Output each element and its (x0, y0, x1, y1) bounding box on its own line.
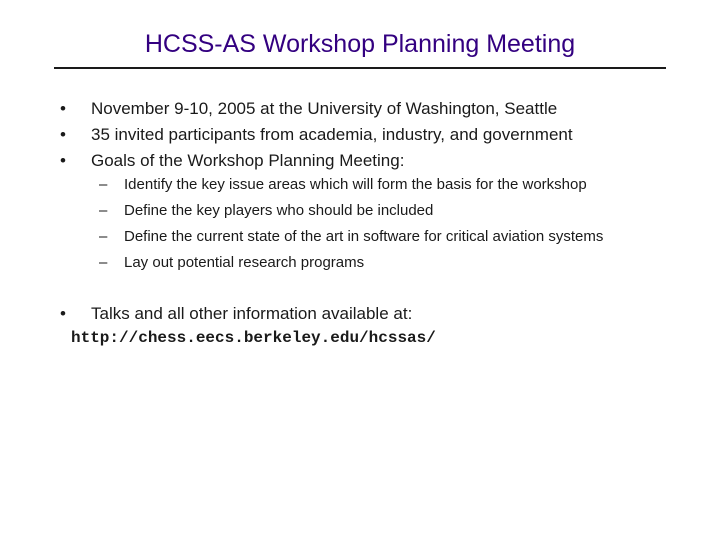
bullet-icon: • (60, 304, 66, 323)
bullet-text: November 9-10, 2005 at the University of Washington, Seattle (91, 99, 558, 118)
sub-item-key-players (91, 201, 660, 221)
sub-item-research-programs (91, 253, 660, 273)
sub-item-state-of-art (91, 227, 660, 247)
bullet-icon: • (60, 125, 66, 144)
sub-item-text: Define the current state of the art in software for critical aviation systems (124, 228, 604, 245)
bullet-item-participants (60, 124, 660, 146)
sub-item-issue-areas (91, 175, 660, 195)
bullet-icon: • (60, 99, 66, 118)
dash-icon: – (99, 254, 108, 271)
bullet-item-goals (60, 150, 660, 273)
bullet-item-dates (60, 98, 660, 120)
bullet-text: Talks and all other information available at: (91, 304, 413, 323)
bullet-list (60, 98, 660, 353)
goals-sub-list (91, 175, 660, 273)
sub-item-text: Identify the key issue areas which will form the basis for the workshop (124, 176, 587, 193)
dash-icon: – (99, 228, 108, 245)
bullet-icon: • (60, 151, 66, 170)
dash-icon: – (99, 176, 108, 193)
sub-item-text: Define the key players who should be included (124, 202, 434, 219)
sub-item-text: Lay out potential research programs (124, 254, 365, 271)
bullet-text: 35 invited participants from academia, industry, and government (91, 125, 573, 144)
workshop-url-link[interactable]: http://chess.eecs.berkeley.edu/hcssas/ (71, 329, 436, 347)
bullet-text: Goals of the Workshop Planning Meeting: (91, 151, 405, 170)
slide-title: HCSS-AS Workshop Planning Meeting (144, 30, 576, 58)
bullet-item-info (60, 303, 660, 349)
dash-icon: – (99, 202, 108, 219)
title-divider (54, 67, 666, 69)
